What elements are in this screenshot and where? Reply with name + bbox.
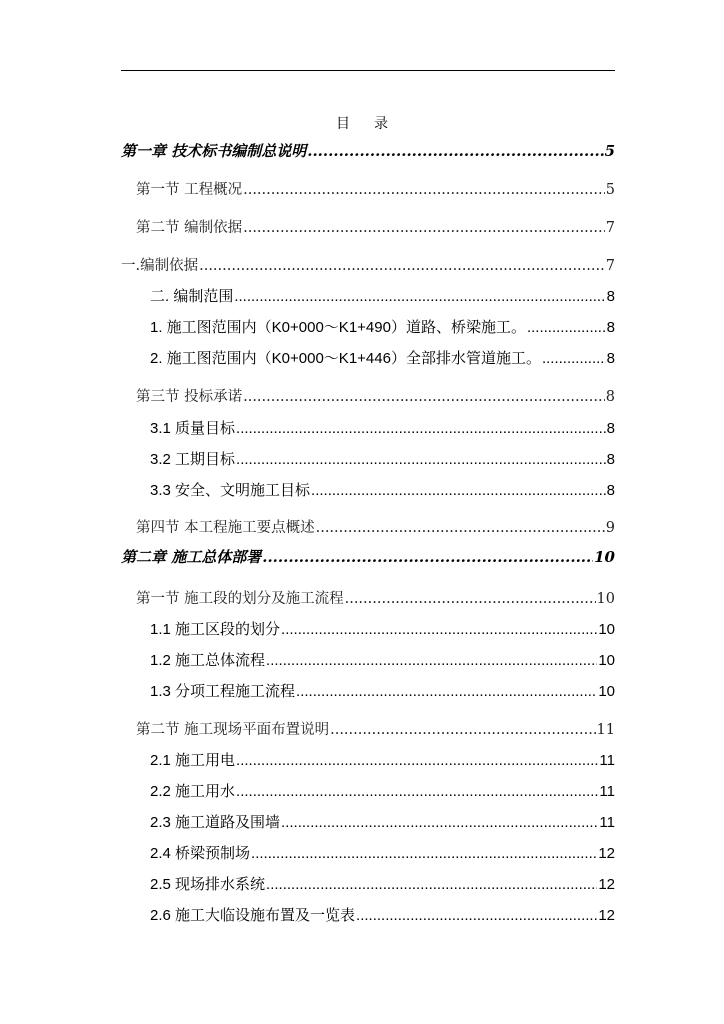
toc-entry-subsection[interactable] [121, 254, 615, 275]
toc-entry-item[interactable] [150, 904, 615, 925]
toc-entry-page: 12 [598, 907, 615, 924]
toc-entry-page: 10 [598, 683, 615, 700]
toc-entry-page: 8 [605, 389, 615, 405]
toc-entry-section[interactable] [136, 178, 615, 199]
toc-entry-page: 11 [599, 752, 615, 769]
toc-entry-item[interactable] [150, 618, 615, 639]
toc-entry-label: 2.3 施工道路及围墙 [150, 814, 281, 831]
dot-leader [236, 451, 606, 468]
toc-entry-item[interactable] [150, 811, 615, 832]
dot-leader [234, 288, 605, 305]
toc-entry-label: 3.1 质量目标 [150, 420, 236, 437]
toc-entry-label: 第四节 本工程施工要点概述 [136, 520, 315, 536]
toc-entry-section[interactable] [136, 718, 615, 739]
toc-entry-label: 第二节 施工现场平面布置说明 [136, 722, 330, 738]
toc-entry-label: 1.1 施工区段的划分 [150, 621, 281, 638]
toc-entry-label: 1.2 施工总体流程 [150, 652, 266, 669]
toc-entry-page: 8 [606, 420, 615, 437]
dot-leader [311, 482, 606, 499]
toc-entry-chapter-1[interactable] [121, 140, 615, 161]
toc-entry-item[interactable] [150, 842, 615, 863]
toc-entry-label: 第一节 施工段的划分及施工流程 [136, 591, 344, 607]
toc-entry-label: 1.3 分项工程施工流程 [150, 683, 296, 700]
toc-entry-label: 第二章 施工总体部署 [121, 548, 262, 566]
toc-title-char-2: 录 [374, 116, 388, 132]
header-rule [121, 70, 615, 71]
dot-leader [266, 652, 597, 669]
dot-leader [356, 907, 597, 924]
toc-entry-item[interactable] [150, 448, 615, 469]
toc-entry-label: 3.2 工期目标 [150, 451, 236, 468]
toc-entry-section[interactable] [136, 587, 615, 608]
toc-entry-item[interactable] [150, 417, 615, 438]
toc-entry-chapter-2[interactable] [121, 546, 615, 567]
dot-leader [316, 520, 605, 536]
toc-entry-label: 第三节 投标承诺 [136, 389, 243, 405]
toc-entry-item[interactable] [150, 649, 615, 670]
toc-entry-item[interactable] [150, 780, 615, 801]
toc-entry-label: 第一章 技术标书编制总说明 [121, 142, 307, 160]
dot-leader [243, 182, 605, 198]
toc-entry-page: 9 [605, 520, 615, 536]
toc-entry-page: 5 [604, 142, 615, 160]
toc-entry-page: 10 [594, 548, 615, 566]
toc-entry-label: 2.1 施工用电 [150, 752, 236, 769]
toc-entry-page: 12 [598, 845, 615, 862]
toc-entry-page: 8 [606, 288, 615, 305]
toc-entry-page: 10 [596, 591, 615, 607]
toc-entry-page: 7 [605, 258, 615, 274]
dot-leader [251, 845, 597, 862]
toc-entry-page: 11 [596, 722, 615, 738]
toc-entry-page: 12 [598, 876, 615, 893]
toc-entry-label: 2. 施工图范围内（K0+000～K1+446）全部排水管道施工。 [150, 350, 541, 367]
toc-entry-page: 10 [598, 652, 615, 669]
toc-entry-section[interactable] [136, 385, 615, 406]
dot-leader [243, 220, 605, 236]
toc-entry-label: 第一节 工程概况 [136, 182, 243, 198]
dot-leader [307, 142, 603, 160]
toc-entry-label: 3.3 安全、文明施工目标 [150, 482, 311, 499]
toc-entry-page: 10 [598, 621, 615, 638]
toc-entry-label: 第二节 编制依据 [136, 220, 243, 236]
toc-title-char-1: 目 [336, 116, 350, 132]
toc-entry-item[interactable] [150, 749, 615, 770]
toc-entry-item[interactable] [150, 479, 615, 500]
toc-entry-item[interactable] [150, 347, 615, 368]
dot-leader [266, 876, 597, 893]
toc-entry-page: 11 [599, 783, 615, 800]
toc-entry-section[interactable] [136, 516, 615, 537]
toc-entry-item[interactable] [150, 680, 615, 701]
dot-leader [236, 752, 598, 769]
dot-leader [262, 548, 593, 566]
dot-leader [542, 350, 606, 367]
toc-entry-page: 8 [606, 451, 615, 468]
toc-entry-label: 2.4 桥梁预制场 [150, 845, 251, 862]
toc-entry-label: 2.2 施工用水 [150, 783, 236, 800]
dot-leader [330, 722, 595, 738]
toc-entry-section[interactable] [136, 216, 615, 237]
toc-entry-label: 2.5 现场排水系统 [150, 876, 266, 893]
toc-entry-page: 8 [606, 350, 615, 367]
toc-entry-item[interactable] [150, 316, 615, 337]
toc-entry-item[interactable] [150, 285, 615, 306]
toc-entry-page: 7 [605, 220, 615, 236]
dot-leader [281, 814, 598, 831]
dot-leader [296, 683, 597, 700]
toc-title [0, 113, 724, 133]
dot-leader [281, 621, 597, 638]
toc-entry-label: 一.编制依据 [121, 258, 199, 274]
toc-entry-label: 二. 编制范围 [150, 288, 234, 305]
toc-entry-page: 11 [599, 814, 615, 831]
dot-leader [527, 319, 606, 336]
toc-entry-label: 2.6 施工大临设施布置及一览表 [150, 907, 356, 924]
dot-leader [243, 389, 605, 405]
dot-leader [199, 258, 605, 274]
dot-leader [345, 591, 596, 607]
toc-entry-page: 8 [606, 319, 615, 336]
toc-entry-item[interactable] [150, 873, 615, 894]
toc-entry-label: 1. 施工图范围内（K0+000～K1+490）道路、桥梁施工。 [150, 319, 526, 336]
dot-leader [236, 420, 606, 437]
dot-leader [236, 783, 598, 800]
toc-entry-page: 5 [605, 182, 615, 198]
toc-entry-page: 8 [606, 482, 615, 499]
